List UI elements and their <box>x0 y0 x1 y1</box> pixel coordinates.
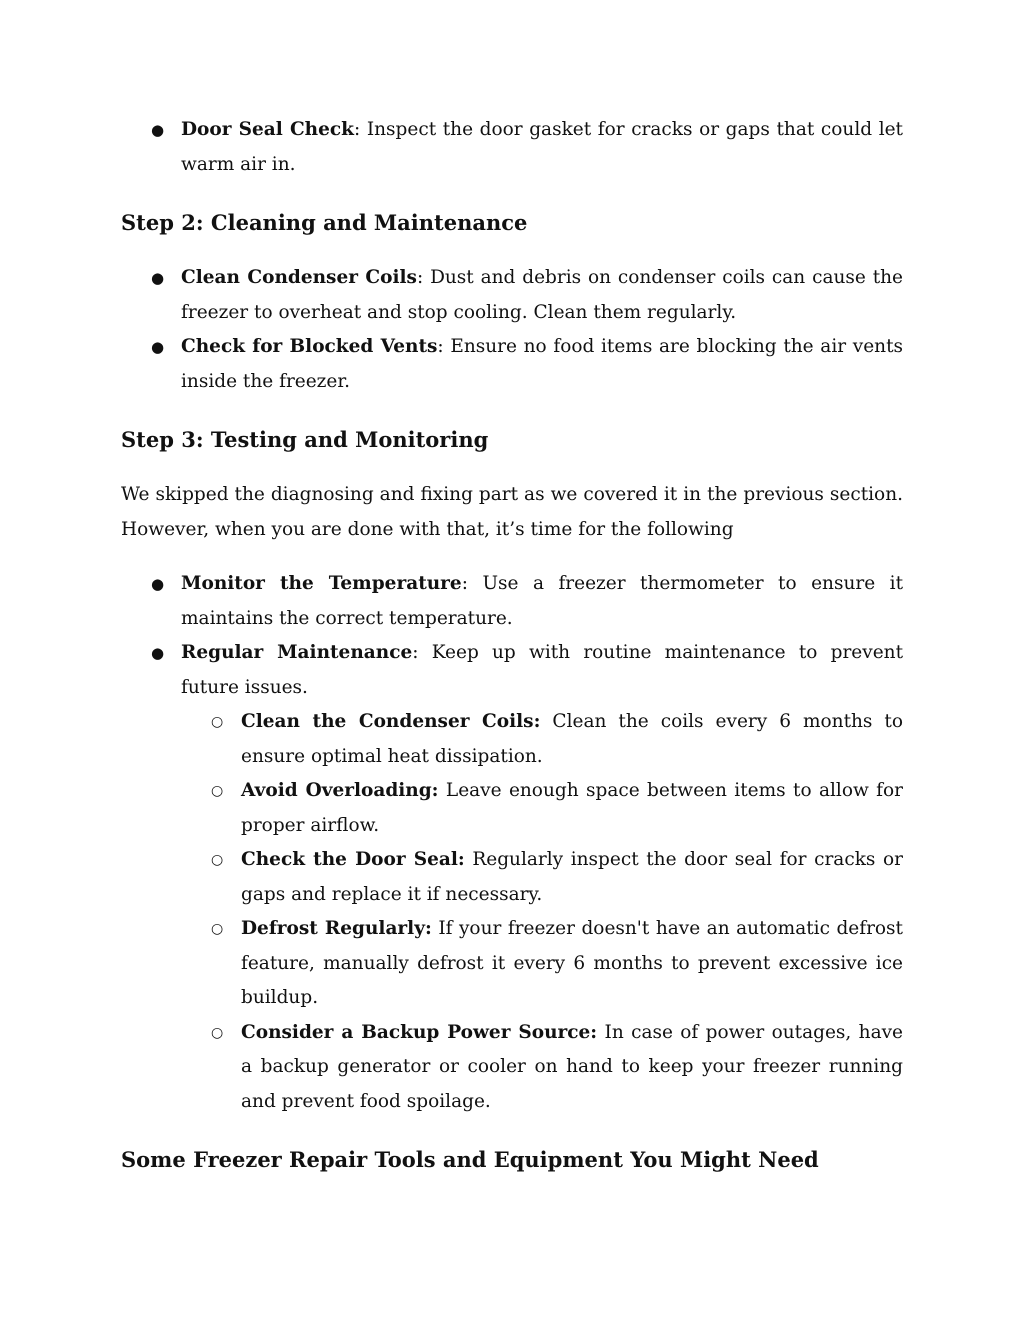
sub-item-separator <box>597 1022 604 1043</box>
sub-item-defrost-regularly <box>241 912 903 1016</box>
list-item-clean-condenser-coils <box>181 261 903 330</box>
heading-tools-equipment: Some Freezer Repair Tools and Equipment You Might Need <box>121 1147 819 1172</box>
sub-item-separator <box>540 711 552 732</box>
document-content <box>121 113 903 1177</box>
heading-step-3: Step 3: Testing and Monitoring <box>121 427 489 452</box>
sub-item-text: Regularly inspect the door seal for cracks or gaps and replace it if necessary. <box>241 849 903 905</box>
sub-item-backup-power <box>241 1016 903 1120</box>
item-separator: : <box>437 336 451 357</box>
item-term: Regular Maintenance <box>181 642 413 663</box>
item-text: Use a freezer thermometer to ensure it maintains the correct temperature. <box>181 573 903 629</box>
sub-item-text: Leave enough space between items to allow for proper airflow. <box>241 780 904 836</box>
item-text: Ensure no food items are blocking the air vents inside the freezer. <box>181 336 903 392</box>
item-term: Clean Condenser Coils <box>181 267 417 288</box>
bullet-list-monitoring <box>121 567 903 1119</box>
sub-item-check-door-seal <box>241 843 903 912</box>
list-item-regular-maintenance <box>181 636 903 1119</box>
item-term: Door Seal Check <box>181 119 354 140</box>
item-separator: : <box>412 642 432 663</box>
sub-item-text: If your freezer doesn't have an automatic defrost feature, manually defrost it every 6 months to prevent excessive ice buildup. <box>241 918 903 1008</box>
sub-item-clean-condenser-coils <box>241 705 903 774</box>
list-item-door-seal-check <box>181 113 903 182</box>
item-separator: : <box>353 119 367 140</box>
sub-item-term: Avoid Overloading: <box>241 780 439 801</box>
sub-item-separator <box>439 780 446 801</box>
item-text: Dust and debris on condenser coils can cause the freezer to overheat and stop cooling. Clean them regularly. <box>181 267 903 323</box>
bullet-list-cleaning <box>121 261 903 399</box>
sub-item-avoid-overloading <box>241 774 903 843</box>
sub-list-maintenance <box>181 705 903 1119</box>
sub-item-term: Clean the Condenser Coils: <box>241 711 541 732</box>
bullet-list-inspection <box>121 113 903 182</box>
item-separator: : <box>416 267 431 288</box>
item-term: Check for Blocked Vents <box>181 336 438 357</box>
sub-item-text: Clean the coils every 6 months to ensure optimal heat dissipation. <box>241 711 903 767</box>
sub-item-term: Consider a Backup Power Source: <box>241 1021 598 1043</box>
sub-item-term: Check the Door Seal: <box>241 849 465 870</box>
item-term: Monitor the Temperature <box>181 573 462 594</box>
list-item-monitor-temperature <box>181 567 903 636</box>
sub-item-term: Defrost Regularly: <box>241 918 432 939</box>
item-text: Keep up with routine maintenance to prevent future issues. <box>181 642 903 698</box>
list-item-check-blocked-vents <box>181 330 903 399</box>
item-separator: : <box>461 573 483 594</box>
heading-step-2: Step 2: Cleaning and Maintenance <box>121 210 528 235</box>
paragraph-intro: We skipped the diagnosing and fixing part as we covered it in the previous section. However, when you are done with that, it’s time for the following <box>121 484 903 540</box>
item-text: Inspect the door gasket for cracks or gaps that could let warm air in. <box>181 119 903 175</box>
sub-item-text: In case of power outages, have a backup generator or cooler on hand to keep your freezer running and prevent food spoilage. <box>241 1021 903 1112</box>
